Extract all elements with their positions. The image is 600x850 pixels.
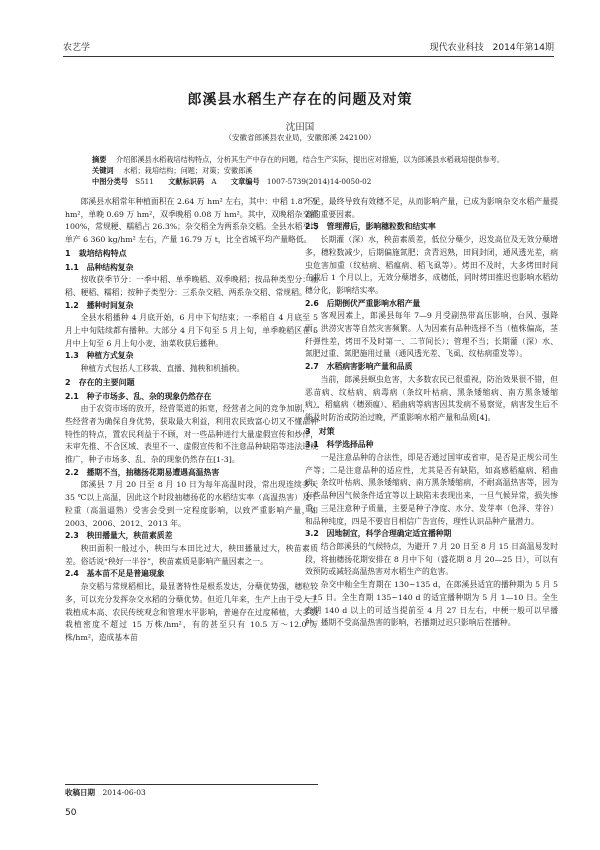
header-rule (63, 56, 554, 57)
article-meta (92, 154, 542, 187)
subsection-heading: 2.2 播期不当，抽穗扬花期易遭遇高温热害 (65, 467, 220, 477)
affiliation: （安徽省郎溪县农业局，安徽郎溪 242100） (224, 133, 376, 142)
article-title: 郎溪县水稻生产存在的问题及对策 (187, 92, 413, 108)
paragraph: 杂交中籼全生育期在 130~135 d，在郎溪县适宜的播种期为 5 月 5—15 日。全生育期 135~140 d 的适宜播种期为 5 月 1—10 日。全生育期 140 d 以上的可适当提前至 4 月 27 日左右，中梗一般可以早播种，播期不受高温热害的影响，若播期过迟只影响后茬播种。 (305, 580, 558, 628)
paragraph: 种植方式包括人工移栽、直播、抛秧和机插秧。 (80, 364, 245, 374)
paragraph: 按收获季节分：一季中稻、单季晚稻、双季晚稻；按品种类型分：籼稻、粳稻、糯稻；按种子类型分：三系杂交稻、两系杂交稻、常规稻。 (65, 275, 318, 297)
left-column (65, 196, 318, 645)
paragraph: 客观因素上，郎溪县每年 7—9 月受副热带高压影响，台风、强降雨、洪涝灾害等自然灾害频繁。人为因素有品种选择不当（植株偏高，茎秆弹性差，烤田不及时第一、二节间长）；管理不当；长期灌（深）水、氮肥过重、氮肥施用过量（通风透光差、飞虱、纹枯病重发等）。 (305, 311, 558, 359)
clc-value: S511 (135, 177, 154, 186)
section-heading: 1 栽培结构特点 (65, 248, 127, 258)
subsection-heading: 2.7 水稻病害影响产量和品质 (305, 362, 413, 372)
subsection-heading: 3.1 科学选择品种 (305, 440, 374, 450)
keywords (92, 165, 542, 176)
subsection-heading: 3.2 因地制宜，科学合理确定适宜播种期 (305, 529, 452, 539)
received-label: 收稿日期 (65, 788, 95, 797)
subsection-heading: 2.4 基本苗不足是普遍现象 (65, 569, 165, 579)
paragraph: 郎溪县 7 月 20 日至 8 月 10 日为每年高温时段，常出现连续多天 35 ℃以上高温，因此这个时段抽穗扬花的水稻结实率（高温热害）及千粒重（高温逼熟）受害会受到一定程度影响，以致严重影响产量，如 2003、2006、2012、2013 年。 (65, 480, 318, 528)
paragraph: 长期灌（深）水，秧苗素质差，低位分蘖少，迟发高位及无效分蘖增多，穗粒数减少，后期偏施氮肥；贪青迟熟，田间封闭，通风透光差，病虫危害加重（纹枯病、稻瘟病、稻飞虱等）。烤田不及时，大多烤田时间在栽后 1 个月以上，无效分蘖增多，成穗低，同时烤田推迟也影响水稻幼穗分化，影响结实率。 (305, 235, 558, 295)
subsection-heading: 2.6 后期倒伏严重影响水稻产量 (305, 298, 421, 308)
received-date (65, 784, 318, 798)
paragraph: 杂交稻与常规稻相比，最显著特性是根系发达，分蘖优势强，穗粒较多，可以充分发挥杂交水稻的分蘖优势。但近几年来，生产上由于受人工栽植成本高、农民传统观念和管理水平影响，普遍存在过度稀植，大多数栽植密度不超过 15 万株/hm²，有的甚至只有 10.5 万～12.0 万株/hm²，造成基本苗 (65, 582, 318, 642)
journal-issue: 现代农业科技 2014年第14期 (429, 43, 554, 53)
received-value: 2014-06-03 (102, 788, 146, 797)
subsection-heading: 2.5 管理滞后，影响穗粒数和结实率 (305, 222, 436, 232)
paragraph: 一是注意品种的合法性，即是否通过国审或省审，是否是正规公司生产等；二是注意品种的适应性，尤其是否有缺陷，如高感稻瘟病、稻曲病、条纹叶枯病、黑条矮缩病、南方黑条矮缩病，不耐高温热害等，因为有些品种因气候条件适宜等以上缺陷未表现出来，一旦气候异常，损失惨重；三是注意种子质量，主要是种子净度、水分、发芽率（色泽、芽谷）和品种纯度，四是不要盲目相信广告宣传，理性认识品种产量潜力。 (305, 453, 558, 526)
paragraph: 全县水稻播种 4 月底开始，6 月中下旬结束；一季稻自 4 月底至 5 月上中旬陆续都有播种。大部分 4 月下旬至 5 月上旬，单季晚稻区在 5 月中上旬至 6 月上旬小麦、油菜收获后播种。 (65, 313, 318, 348)
paragraph: 结合郎溪县的气候特点，为避开 7 月 20 日至 8 月 15 日高温易发时段，将抽穗扬花期安排在 8 月中下旬（盛花期 8 月 20—25 日），可以有效预防或减轻高温热害对水稻生产的危害。 (305, 541, 558, 577)
paragraph: 秧田面积一般过小，秧田与本田比过大，秧田播量过大，秧苗素质差。俗话说“秧好一半谷”，秧苗素质是影响产量因素之一。 (65, 543, 318, 566)
abstract-text: 介绍郎溪县水稻栽培结构特点，分析其生产中存在的问题，结合生产实际，提出应对措施，以为郎溪县水稻栽培提供参考。 (115, 155, 505, 164)
paragraph: 当前，郎溪县螟虫危害，大多数农民已很重视，防治效果很不错，但恶苗病、纹枯病、病毒病（条纹叶枯病、黑条矮缩病、南方黑条矮缩病）、稻瘟病（穗颈瘟）、稻曲病等病害因其发病不易察觉，病害发生后不能及时防治或防治过晚，严重影响水稻产量和品质[4]。 (305, 374, 558, 422)
paragraph: 不足，最终导致有效穗不足，从而影响产量，已成为影响杂交水稻产量提高的重要因素。 (305, 197, 558, 219)
subsection-heading: 1.2 播种时间复杂 (65, 300, 134, 310)
subsection-heading: 2.3 秧田播量大，秧苗素质差 (65, 531, 173, 541)
doc-code-label: 文献标识码 (168, 177, 205, 186)
page-number: 50 (65, 808, 77, 818)
paragraph: 由于农资市场的放开，经营渠道的拓宽，经营者之间的竞争加剧，一些经营者为确保自身优势，获取最大利益，利用农民致富心切又不懂品种特性的特点，置农民利益于不顾，对一些品种进行大量虚假宣传和炒作，未审先推、不合区域、表里不一、虚假宣传和不注意品种缺陷等违法违规推广，种子市场多、乱、杂的现象仍然存在[1-3]。 (65, 404, 318, 465)
subsection-heading: 1.3 种植方式复杂 (65, 351, 134, 361)
abstract (92, 154, 542, 165)
doc-code-value: A (211, 177, 217, 186)
clc-label: 中图分类号 (92, 177, 128, 186)
keywords-label: 关键词 (92, 166, 114, 175)
author: 沈田国 (285, 122, 315, 133)
subsection-heading: 2.1 种子市场多、乱、杂的现象仍然存在 (65, 391, 212, 401)
journal-section: 农艺学 (63, 43, 91, 53)
article-no-label: 文章编号 (230, 177, 260, 186)
classification-line (92, 176, 542, 187)
article-no-value: 1007-5739(2014)14-0050-02 (266, 177, 372, 186)
intro-paragraph: 郎溪县水稻常年种植面积在 2.64 万 hm² 左右，其中：中稻 1.87 万 hm²，单晚 0.69 万 hm²，双季晚稻 0.08 万 hm²。其中，双晚稻杂交稻 100%，常规粳、糯稻占 26.3%；杂交稻全为两系杂交稻。全县水稻平均单产 6 360 kg/hm² 左右，产量 16.79 万 t，比全省城平均产量略低。 (65, 197, 318, 245)
running-header (63, 40, 554, 54)
keywords-text: 水稻；栽培结构；问题；对策；安徽郎溪 (123, 166, 253, 175)
section-heading: 2 存在的主要问题 (65, 377, 135, 387)
section-heading: 3 对策 (305, 426, 335, 436)
right-column (305, 196, 558, 630)
abstract-label: 摘要 (92, 155, 107, 164)
subsection-heading: 1.1 品种结构复杂 (65, 262, 134, 272)
